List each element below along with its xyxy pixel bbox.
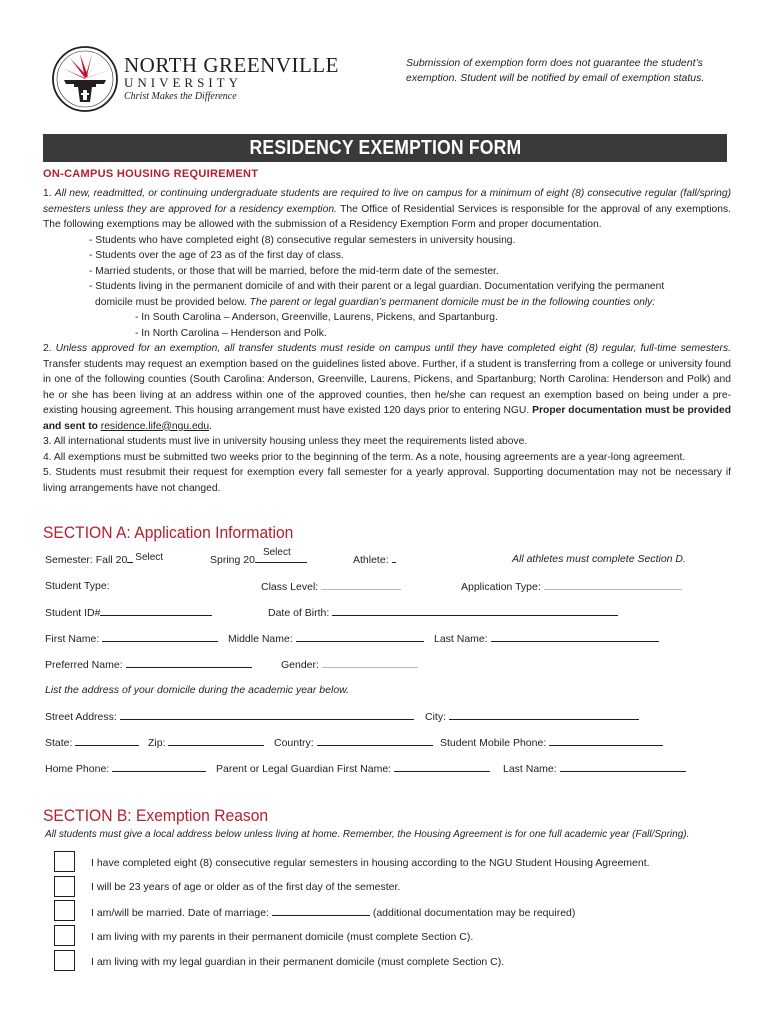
requirement-paragraph-4: 4. All exemptions must be submitted two weeks prior to the beginning of the term. As a note, housing agreements are a year-long agreement. bbox=[43, 451, 686, 463]
residence-life-email-link[interactable]: residence.life@ngu.edu bbox=[100, 420, 210, 432]
date-of-birth-input[interactable] bbox=[332, 606, 618, 616]
athlete-field: Athlete: bbox=[353, 553, 396, 566]
state-field: State: bbox=[45, 736, 139, 749]
option-living-with-guardian: I am living with my legal guardian in their permanent domicile (must complete Section C). bbox=[91, 956, 505, 968]
exemption-bullet: - Students living in the permanent domicile of and with their parent or a legal guardian. Documentation verifying the permanent bbox=[89, 281, 665, 292]
street-address-field: Street Address: bbox=[45, 710, 414, 723]
gender-select[interactable] bbox=[322, 658, 418, 668]
fall-year-select[interactable]: Select bbox=[135, 552, 164, 563]
class-level-select[interactable] bbox=[321, 580, 401, 590]
option-eight-semesters: I have completed eight (8) consecutive regular semesters in housing according to the NGU Student Housing Agreement. bbox=[91, 857, 650, 869]
brand-tagline: Christ Makes the Difference bbox=[124, 91, 237, 102]
requirement-paragraph-3: 3. All international students must live in university housing unless they meet the requirements listed above. bbox=[43, 436, 528, 447]
student-id-input[interactable] bbox=[100, 606, 212, 616]
form-title: RESIDENCY EXEMPTION FORM bbox=[249, 137, 521, 159]
requirement-heading: ON-CAMPUS HOUSING REQUIREMENT bbox=[43, 168, 259, 180]
student-type-field[interactable]: Student Type: bbox=[45, 580, 110, 592]
form-title-bar bbox=[43, 134, 727, 162]
city-input[interactable] bbox=[449, 710, 639, 720]
requirement-body bbox=[43, 186, 731, 496]
option-married: I am/will be married. Date of marriage: (additional documentation may be required) bbox=[91, 907, 576, 919]
checkbox-living-with-guardian[interactable] bbox=[54, 950, 75, 971]
guardian-last-name-input[interactable] bbox=[560, 762, 686, 772]
mobile-phone-input[interactable] bbox=[549, 736, 663, 746]
county-item: - In South Carolina – Anderson, Greenville, Laurens, Pickens, and Spartanburg. bbox=[135, 312, 498, 323]
home-phone-field: Home Phone: bbox=[45, 762, 206, 775]
submission-notice bbox=[406, 56, 736, 86]
zip-field: Zip: bbox=[148, 736, 264, 749]
zip-input[interactable] bbox=[168, 736, 264, 746]
guardian-first-name-field: Parent or Legal Guardian First Name: bbox=[216, 762, 490, 775]
application-type-field: Application Type: bbox=[461, 580, 682, 593]
street-address-input[interactable] bbox=[120, 710, 414, 720]
exemption-bullet-continued: domicile must be provided below. The parent or legal guardian’s permanent domicile must be in the following counties only: bbox=[95, 296, 656, 308]
option-living-with-parents: I am living with my parents in their permanent domicile (must complete Section C). bbox=[91, 931, 474, 943]
student-id-field: Student ID# bbox=[45, 606, 212, 619]
notice-line-1: Submission of exemption form does not guarantee the student’s bbox=[406, 57, 703, 69]
city-field: City: bbox=[425, 710, 639, 723]
option-age-23: I will be 23 years of age or older as of the first day of the semester. bbox=[91, 881, 401, 893]
guardian-first-name-input[interactable] bbox=[394, 762, 490, 772]
section-b-note: All students must give a local address below unless living at home. Remember, the Housing Agreement is for one full academic year (Fall/Spring). bbox=[45, 829, 690, 840]
semester-spring-field: Spring 20 Select bbox=[210, 553, 307, 566]
checkbox-married[interactable] bbox=[54, 900, 75, 921]
gender-field: Gender: bbox=[281, 658, 418, 671]
domicile-hint: List the address of your domicile during the academic year below. bbox=[45, 684, 350, 696]
university-logo-icon bbox=[50, 44, 120, 114]
brand-name: NORTH GREENVILLE bbox=[124, 53, 339, 77]
section-a-title: SECTION A: Application Information bbox=[43, 523, 294, 542]
notice-line-2: exemption. Student will be notified by email of exemption status. bbox=[406, 72, 705, 84]
class-level-field: Class Level: bbox=[261, 580, 401, 593]
requirement-paragraph-2: 2. Unless approved for an exemption, all transfer students must reside on campus until they have completed eight (8) regular, full-time semesters. Transfer students may request an exemption based on the guidelines listed above. Further, if a student is transferring from a college or university found in one of the following counties (South Carolina: Anderson, Greenville, Laurens, Pickens, and Spartanburg; North Carolina: Henderson and Polk) and he or she has been living at an address within one of the approved counties, then he/she can request an exemption based on being under a pre-existing housing agreement. This housing arrangement must have existed 120 days prior to entering NGU. Proper documentation must be provided and sent to residence.life@ngu.edu. bbox=[43, 343, 731, 432]
requirement-paragraph-1: 1. All new, readmitted, or continuing undergraduate students are required to live on campus for a minimum of eight (8) consecutive regular (fall/spring) semesters unless they are approved for a residency exemption. The Office of Residential Services is responsible for the approval of any exemptions. The following exemptions may be allowed with the submission of a Residency Exemption Form and proper documentation. bbox=[43, 188, 731, 230]
section-b-title: SECTION B: Exemption Reason bbox=[43, 806, 269, 825]
semester-fall-field: Semester: Fall 20 Select bbox=[45, 552, 164, 566]
home-phone-input[interactable] bbox=[112, 762, 206, 772]
athlete-note: All athletes must complete Section D. bbox=[512, 553, 686, 565]
middle-name-field: Middle Name: bbox=[228, 632, 424, 645]
preferred-name-field: Preferred Name: bbox=[45, 658, 252, 671]
last-name-input[interactable] bbox=[491, 632, 659, 642]
spring-year-select[interactable]: Select bbox=[262, 547, 291, 558]
first-name-field: First Name: bbox=[45, 632, 218, 645]
athlete-select[interactable] bbox=[392, 553, 396, 563]
exemption-bullet: - Students over the age of 23 as of the first day of class. bbox=[89, 250, 344, 261]
marriage-date-input[interactable] bbox=[272, 906, 370, 916]
country-field: Country: bbox=[274, 736, 433, 749]
exemption-bullet: - Students who have completed eight (8) consecutive regular semesters in university housing. bbox=[89, 234, 516, 246]
checkbox-eight-semesters[interactable] bbox=[54, 851, 75, 872]
preferred-name-input[interactable] bbox=[126, 658, 252, 668]
county-item: - In North Carolina – Henderson and Polk. bbox=[135, 327, 327, 339]
last-name-field: Last Name: bbox=[434, 632, 659, 645]
brand-sub: UNIVERSITY bbox=[124, 75, 242, 90]
mobile-phone-field: Student Mobile Phone: bbox=[440, 736, 663, 749]
first-name-input[interactable] bbox=[102, 632, 218, 642]
page-header bbox=[50, 44, 730, 114]
guardian-last-name-field: Last Name: bbox=[503, 762, 686, 775]
requirement-paragraph-5: 5. Students must resubmit their request for exemption every fall semester for a yearly approval. Supporting documentation may not be necessary if living arrangements have not changed. bbox=[43, 467, 731, 494]
middle-name-input[interactable] bbox=[296, 632, 424, 642]
date-of-birth-field: Date of Birth: bbox=[268, 606, 618, 619]
checkbox-age-23[interactable] bbox=[54, 876, 75, 897]
brand-block bbox=[124, 54, 339, 102]
application-type-select[interactable] bbox=[544, 580, 682, 590]
country-input[interactable] bbox=[317, 736, 433, 746]
exemption-bullet: - Married students, or those that will be married, before the mid-term date of the semester. bbox=[89, 265, 499, 277]
checkbox-living-with-parents[interactable] bbox=[54, 925, 75, 946]
state-input[interactable] bbox=[75, 736, 139, 746]
